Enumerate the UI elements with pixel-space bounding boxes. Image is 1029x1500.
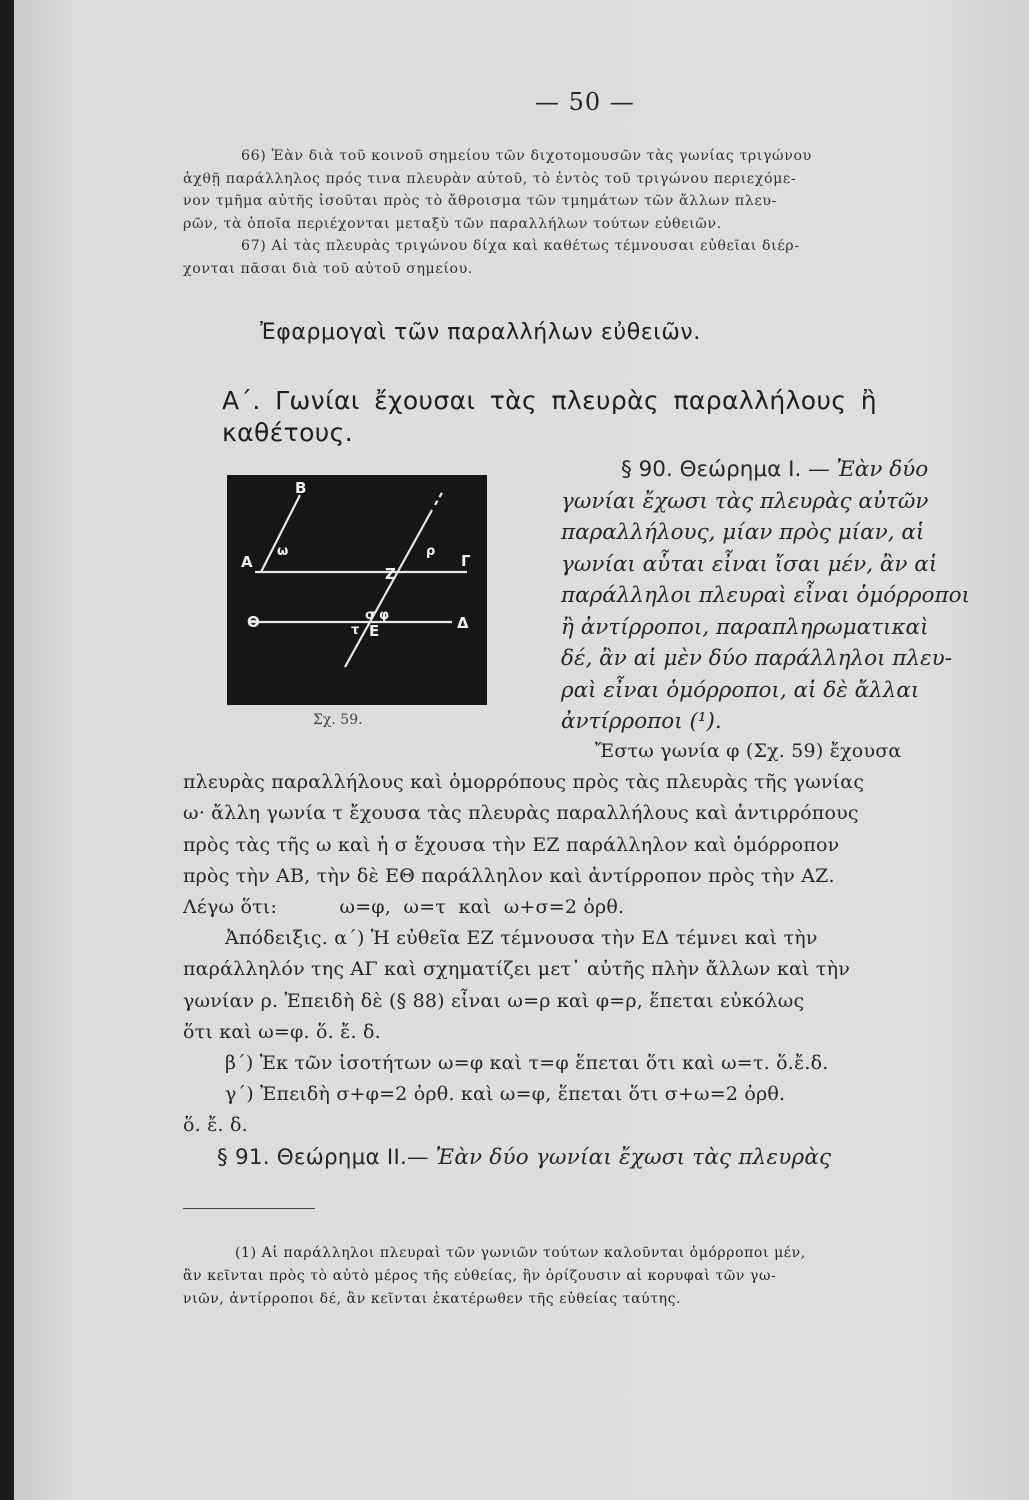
- theorem-1-heading: § 90. Θεώρημα Ι.: [621, 457, 802, 482]
- exercise-line: χονται πᾶσαι διὰ τοῦ αὐτοῦ σημείου.: [183, 260, 473, 277]
- theorem-1-dash: —: [801, 457, 837, 482]
- theorem-1-line: ραὶ εἶναι ὁμόρροποι, αἱ δὲ ἄλλαι: [561, 677, 920, 703]
- section-title: Ἐφαρμογαὶ τῶν παραλλήλων εὐθειῶν.: [260, 320, 701, 345]
- line-EZ: [345, 510, 432, 667]
- body-line: β΄) Ἐκ τῶν ἰσοτήτων ω=φ καὶ τ=φ ἕπεται ὅτι καὶ ω=τ. ὅ.ἔ.δ.: [225, 1052, 829, 1075]
- label-B: B: [295, 479, 307, 497]
- page-number: — 50 —: [535, 88, 635, 116]
- footnote-line: νιῶν, ἀντίρροποι δέ, ἂν κεῖνται ἑκατέρωθεν τῆς εὐθείας ταύτης.: [183, 1291, 682, 1307]
- footnote: [183, 1242, 806, 1311]
- theorem-1-line: γωνίαι αὗται εἶναι ἴσαι μέν, ἂν αἱ: [561, 551, 938, 577]
- theorem-2: [183, 1142, 901, 1173]
- theorem-1-line: γωνίαι ἔχωσι τὰς πλευρὰς αὐτῶν: [561, 488, 929, 514]
- subsection-title-line: Α΄. Γωνίαι ἔχουσαι τὰς πλευρὰς παραλλήλους ἢ: [222, 386, 877, 415]
- label-tau: τ: [351, 623, 360, 638]
- body-line: Λέγω ὅτι: ω=φ, ω=τ καὶ ω+σ=2 ὀρθ.: [183, 896, 625, 919]
- figure-59: [227, 475, 487, 705]
- label-omega: ω: [277, 544, 289, 559]
- line-AB: [261, 495, 300, 572]
- exercises-block: [183, 145, 1028, 280]
- theorem-1-line: παραλλήλους, μίαν πρὸς μίαν, αἱ: [561, 520, 925, 545]
- body-line: πρὸς τὴν ΑΒ, τὴν δὲ ΕΘ παράλληλον καὶ ἀντίρροπον πρὸς τὴν ΑΖ.: [183, 864, 835, 887]
- label-sigma: σ: [365, 608, 376, 623]
- label-D: Δ: [457, 614, 469, 632]
- body-line: Ἔστω γωνία φ (Σχ. 59) ἔχουσα: [595, 740, 902, 762]
- footnote-line: (1) Αἱ παράλληλοι πλευραὶ τῶν γωνιῶν τούτων καλοῦνται ὁμόρροποι μέν,: [235, 1245, 806, 1261]
- exercise-line: νον τμῆμα αὐτῆς ἰσοῦται πρὸς τὸ ἄθροισμα τῶν τμημάτων τῶν ἄλλων πλευ-: [183, 193, 778, 209]
- label-E: E: [369, 622, 380, 640]
- body-line: παράλληλόν της ΑΓ καὶ σχηματίζει μετ᾽ αὐτῆς πλὴν ἄλλων καὶ τὴν: [183, 958, 850, 981]
- label-Z: Z: [385, 565, 396, 583]
- theorem-2-heading: § 91. Θεώρημα ΙΙ.: [217, 1144, 408, 1170]
- footnote-rule: [183, 1208, 315, 1209]
- theorem-1-line: ἀντίρροποι (¹).: [561, 709, 722, 734]
- theorem-1-text: Ἐὰν δύο: [836, 457, 929, 482]
- label-A: Α: [241, 553, 253, 571]
- scan-left-edge: [0, 0, 14, 1500]
- body-line: πρὸς τὰς τῆς ω καὶ ἡ σ ἔχουσα τὴν ΕΖ παράλληλον καὶ ὁμόρροπον: [183, 833, 840, 856]
- theorem-1-line: παράλληλοι πλευραὶ εἶναι ὁμόρροποι: [561, 583, 970, 608]
- proof-body: [183, 736, 901, 1173]
- body-line: γωνίαν ρ. Ἐπειδὴ δὲ (§ 88) εἶναι ω=ρ καὶ φ=ρ, ἕπεται εὐκόλως: [183, 989, 805, 1012]
- body-line: Ἀπόδειξις. α΄) Ἡ εὐθεῖα ΕΖ τέμνουσα τὴν ΕΔ τέμνει καὶ τὴν: [225, 927, 818, 950]
- theorem-2-dash: —: [407, 1144, 436, 1170]
- body-line: ω· ἄλλη γωνία τ ἔχουσα τὰς πλευρὰς παραλλήλους καὶ ἀντιρρόπους: [183, 802, 859, 825]
- label-phi: φ: [379, 608, 390, 623]
- label-theta: Θ: [247, 613, 260, 631]
- body-line: ὅτι καὶ ω=φ. ὅ. ἔ. δ.: [183, 1020, 381, 1043]
- theorem-1-line: ἢ ἀντίρροποι, παραπληρωματικαὶ: [561, 614, 929, 640]
- exercise-line: ρῶν, τὰ ὁποῖα περιέχονται μεταξὺ τῶν παραλλήλων τούτων εὐθειῶν.: [183, 215, 722, 232]
- line-EZ-extension: [435, 491, 443, 505]
- body-line: πλευρὰς παραλλήλους καὶ ὁμορρόπους πρὸς τὰς πλευρὰς τῆς γωνίας: [183, 771, 865, 794]
- footnote-line: ἂν κεῖνται πρὸς τὸ αὐτὸ μέρος τῆς εὐθείας, ἣν ὁρίζουσιν αἱ κορυφαὶ τῶν γω-: [183, 1268, 777, 1284]
- theorem-2-text: Ἐὰν δύο γωνίαι ἔχωσι τὰς πλευρὰς: [435, 1144, 832, 1170]
- figure-caption: Σχ. 59.: [313, 712, 363, 728]
- subsection-title-line: καθέτους.: [222, 418, 354, 447]
- label-G: Γ: [461, 552, 471, 570]
- subsection-title: [222, 385, 877, 449]
- exercise-line: ἀχθῇ παράλληλος πρός τινα πλευρὰν αὐτοῦ, τὸ ἐντὸς τοῦ τριγώνου περιεχόμε-: [183, 170, 797, 187]
- theorem-1-line: δέ, ἂν αἱ μὲν δύο παράλληλοι πλευ-: [561, 646, 952, 671]
- theorem-1-first-line: [621, 454, 970, 486]
- parallel-lines-diagram: [227, 475, 487, 705]
- exercise-line: 66) Ἐὰν διὰ τοῦ κοινοῦ σημείου τῶν διχοτομουσῶν τὰς γωνίας τριγώνου: [241, 148, 812, 164]
- body-line: ὅ. ἔ. δ.: [183, 1114, 248, 1137]
- label-rho: ρ: [426, 544, 436, 559]
- exercise-line: 67) Αἱ τὰς πλευρὰς τριγώνου δίχα καὶ καθέτως τέμνουσαι εὐθεῖαι διέρ-: [241, 238, 800, 254]
- body-line: γ΄) Ἐπειδὴ σ+φ=2 ὀρθ. καὶ ω=φ, ἕπεται ὅτι σ+ω=2 ὀρθ.: [225, 1083, 786, 1106]
- theorem-1: [561, 454, 970, 738]
